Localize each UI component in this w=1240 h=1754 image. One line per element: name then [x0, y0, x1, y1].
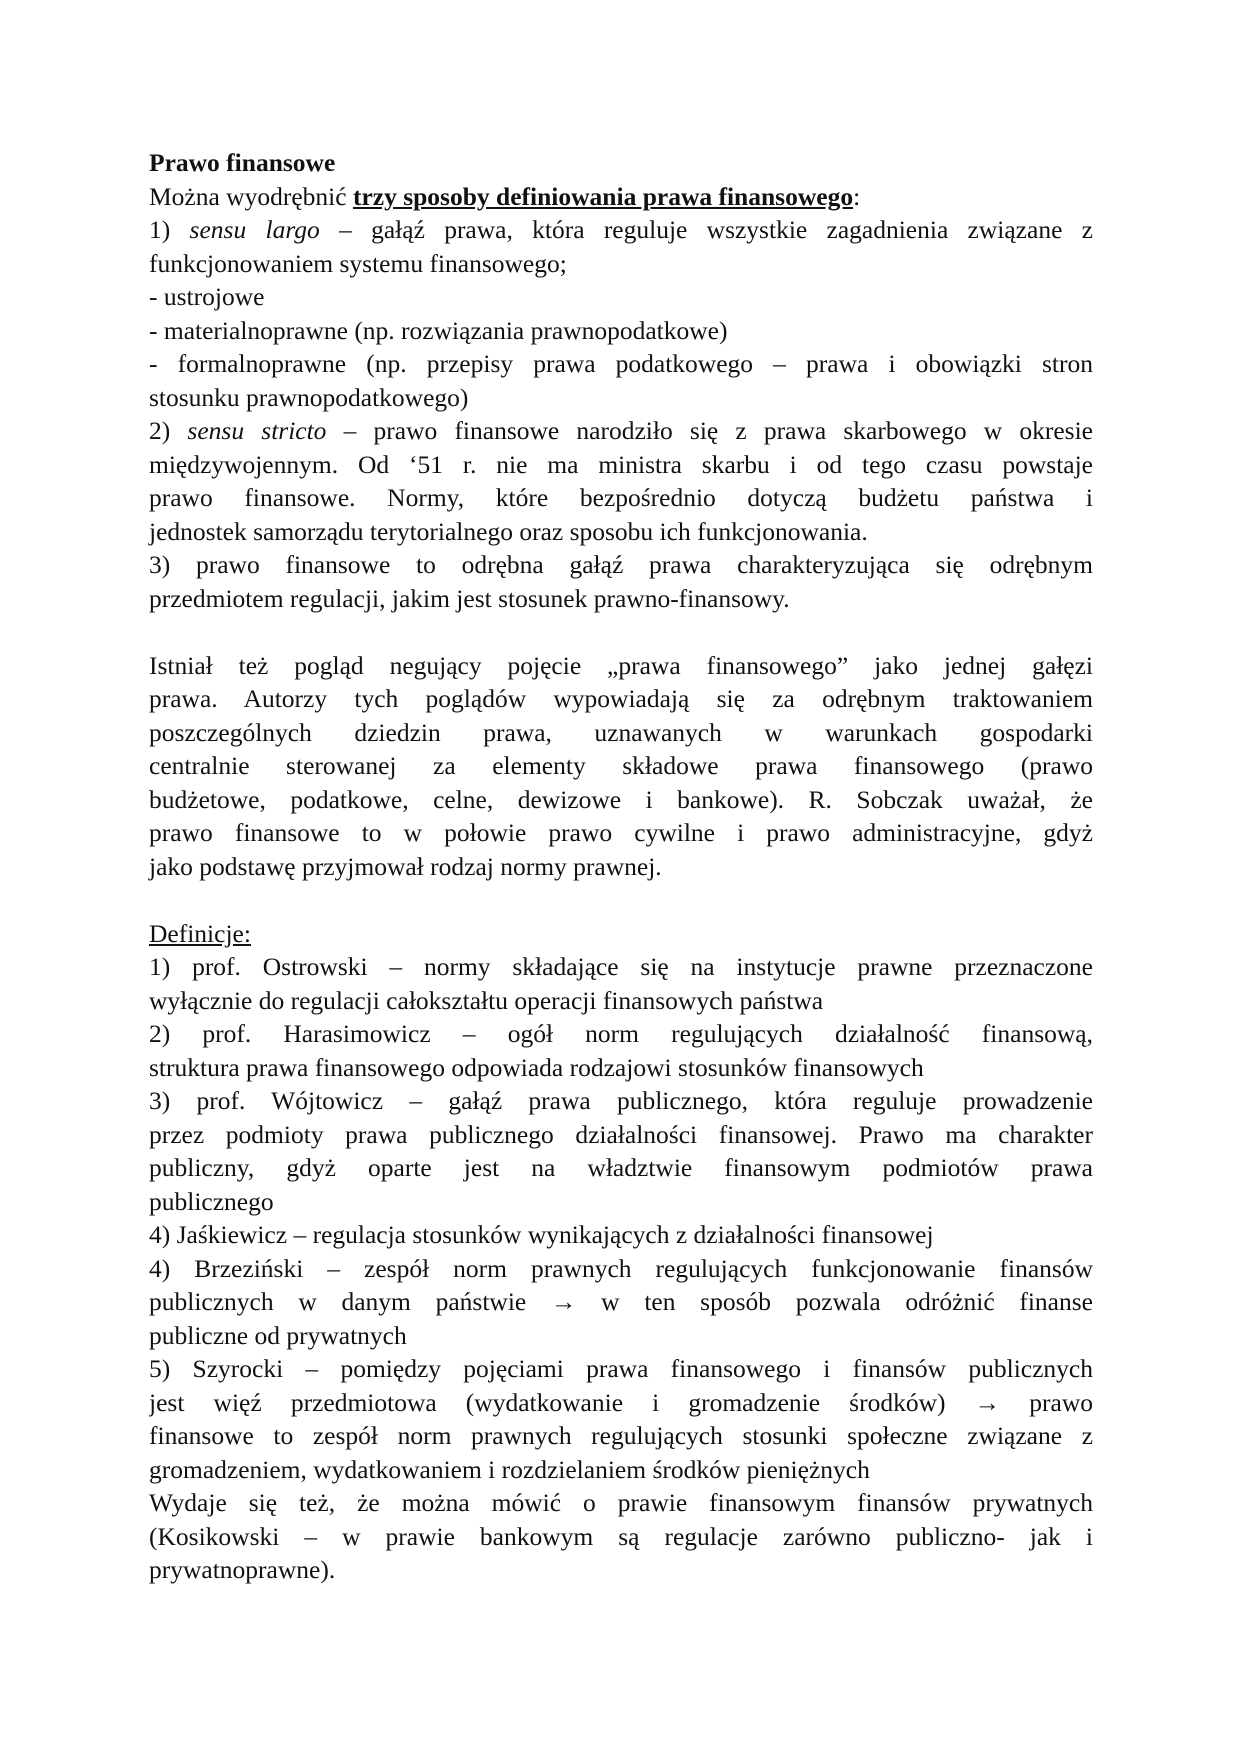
- text-segment: (Kosikowski – w prawie bankowym są regulacje zarówno publiczno- jak i: [149, 1521, 1093, 1551]
- text-line: [149, 1386, 1093, 1420]
- text-segment: - formalnoprawne (np. przepisy prawa podatkowego – prawa i obowiązki stron: [149, 349, 1093, 378]
- text-line: [149, 950, 1093, 984]
- text-segment: prawa. Autorzy tych poglądów wypowiadają się za odrębnym traktowaniem: [149, 684, 1093, 713]
- text-segment: 3) prof. Wójtowicz – gałąź prawa publicznego, która reguluje prowadzenie: [149, 1086, 1093, 1115]
- document-title: [149, 146, 1093, 180]
- text-line: [149, 716, 1093, 750]
- text-line: [149, 414, 1093, 448]
- text-segment: jako podstawę przyjmował rodzaj normy prawnej.: [149, 851, 662, 881]
- text-line: [149, 1553, 1093, 1587]
- text-line: [149, 1051, 1093, 1085]
- text-line: [149, 749, 1093, 783]
- text-line: [149, 280, 1093, 314]
- underlined-heading-text: trzy sposoby definiowania prawa finansowego: [352, 181, 854, 211]
- text-line: [149, 1419, 1093, 1453]
- italic-term: sensu largo: [189, 215, 320, 244]
- text-line: [149, 1520, 1093, 1554]
- underlined-heading-text: Definicje:: [149, 918, 251, 948]
- text-line: [149, 1151, 1093, 1185]
- text-line: [149, 1118, 1093, 1152]
- text-line: [149, 917, 1093, 951]
- text-segment: 4) Brzeziński – zespół norm prawnych regulujących funkcjonowanie finansów: [149, 1253, 1093, 1283]
- text-line: [149, 448, 1093, 482]
- text-line: [149, 783, 1093, 817]
- text-line: [149, 515, 1093, 549]
- text-line: [149, 1017, 1093, 1051]
- text-segment: międzywojennym. Od ‘51 r. nie ma ministra skarbu i od tego czasu powstaje: [149, 449, 1093, 479]
- text-line: [149, 1285, 1093, 1319]
- text-line: [149, 247, 1093, 281]
- text-segment: 4) Jaśkiewicz – regulacja stosunków wynikających z działalności finansowej: [149, 1220, 934, 1249]
- text-line: [149, 1218, 1093, 1252]
- text-segment: stosunku prawnopodatkowego): [149, 382, 469, 412]
- text-segment: funkcjonowaniem systemu finansowego;: [149, 248, 567, 278]
- text-segment: 1): [149, 215, 190, 244]
- text-segment: finansowe to zespół norm prawnych regulujących stosunki społeczne związane z: [149, 1421, 1093, 1450]
- text-segment: przedmiotem regulacji, jakim jest stosunek prawno-finansowy.: [149, 583, 790, 613]
- text-segment: prywatnoprawne).: [149, 1555, 336, 1584]
- text-segment: – prawo finansowe narodziło się z prawa skarbowego w okresie: [326, 416, 1093, 445]
- text-segment: jednostek samorządu terytorialnego oraz sposobu ich funkcjonowania.: [149, 516, 868, 546]
- text-segment: jest więź przedmiotowa (wydatkowanie i gromadzenie środków) → prawo: [149, 1387, 1093, 1417]
- text-segment: publicznego: [149, 1186, 274, 1216]
- text-segment: 2) prof. Harasimowicz – ogół norm regulujących działalność finansową,: [149, 1019, 1093, 1048]
- text-line: [149, 347, 1093, 381]
- text-line: [149, 1084, 1093, 1118]
- text-line: [149, 1319, 1093, 1353]
- text-line: [149, 984, 1093, 1018]
- text-segment: Można wyodrębnić: [149, 181, 353, 211]
- text-segment: 2): [149, 416, 188, 445]
- text-line: [149, 1185, 1093, 1219]
- text-segment: centralnie sterowanej za elementy składowe prawa finansowego (prawo: [149, 751, 1093, 780]
- text-line: [149, 381, 1093, 415]
- text-segment: prawo finansowe to w połowie prawo cywilne i prawo administracyjne, gdyż: [149, 818, 1093, 847]
- text-line: [149, 1486, 1093, 1520]
- text-segment: :: [853, 181, 861, 211]
- text-line: [149, 850, 1093, 884]
- text-line: [149, 1252, 1093, 1286]
- text-segment: Prawo finansowe: [149, 148, 336, 177]
- text-segment: wyłącznie do regulacji całokształtu operacji finansowych państwa: [149, 985, 824, 1015]
- text-segment: publiczny, gdyż oparte jest na władztwie finansowym podmiotów prawa: [149, 1153, 1093, 1182]
- text-segment: Wydaje się też, że można mówić o prawie finansowym finansów prywatnych: [149, 1488, 1093, 1517]
- blank-line: [149, 883, 1093, 917]
- text-line: [149, 682, 1093, 716]
- text-line: [149, 649, 1093, 683]
- text-segment: publicznych w danym państwie → w ten sposób pozwala odróżnić finanse: [149, 1287, 1093, 1316]
- italic-term: sensu stricto: [187, 416, 327, 445]
- text-segment: gromadzeniem, wydatkowaniem i rozdzielaniem środków pieniężnych: [149, 1454, 870, 1484]
- text-segment: – gałąź prawa, która reguluje wszystkie zagadnienia związane z: [319, 215, 1093, 244]
- text-line: [149, 1352, 1093, 1386]
- text-segment: 1) prof. Ostrowski – normy składające się na instytucje prawne przeznaczone: [149, 952, 1093, 981]
- text-segment: Istniał też pogląd negujący pojęcie „prawa finansowego” jako jednej gałęzi: [149, 650, 1093, 680]
- document-page: [149, 146, 1093, 1587]
- text-segment: przez podmioty prawa publicznego działalności finansowej. Prawo ma charakter: [149, 1119, 1093, 1149]
- text-segment: publiczne od prywatnych: [149, 1320, 407, 1350]
- text-line: [149, 481, 1093, 515]
- text-line: [149, 816, 1093, 850]
- text-line: [149, 548, 1093, 582]
- text-segment: - ustrojowe: [149, 282, 265, 311]
- text-segment: prawo finansowe. Normy, które bezpośrednio dotyczą budżetu państwa i: [149, 483, 1093, 512]
- text-segment: budżetowe, podatkowe, celne, dewizowe i bankowe). R. Sobczak uważał, że: [149, 784, 1093, 814]
- text-line: [149, 1453, 1093, 1487]
- text-line: [149, 180, 1093, 214]
- text-line: [149, 582, 1093, 616]
- text-line: [149, 314, 1093, 348]
- text-segment: - materialnoprawne (np. rozwiązania prawnopodatkowe): [149, 315, 728, 345]
- text-segment: 5) Szyrocki – pomiędzy pojęciami prawa finansowego i finansów publicznych: [149, 1354, 1093, 1383]
- text-segment: 3) prawo finansowe to odrębna gałąź prawa charakteryzująca się odrębnym: [149, 550, 1093, 579]
- text-segment: poszczególnych dziedzin prawa, uznawanych w warunkach gospodarki: [149, 717, 1093, 747]
- blank-line: [149, 615, 1093, 649]
- text-segment: struktura prawa finansowego odpowiada rodzajowi stosunków finansowych: [149, 1052, 924, 1082]
- text-line: [149, 213, 1093, 247]
